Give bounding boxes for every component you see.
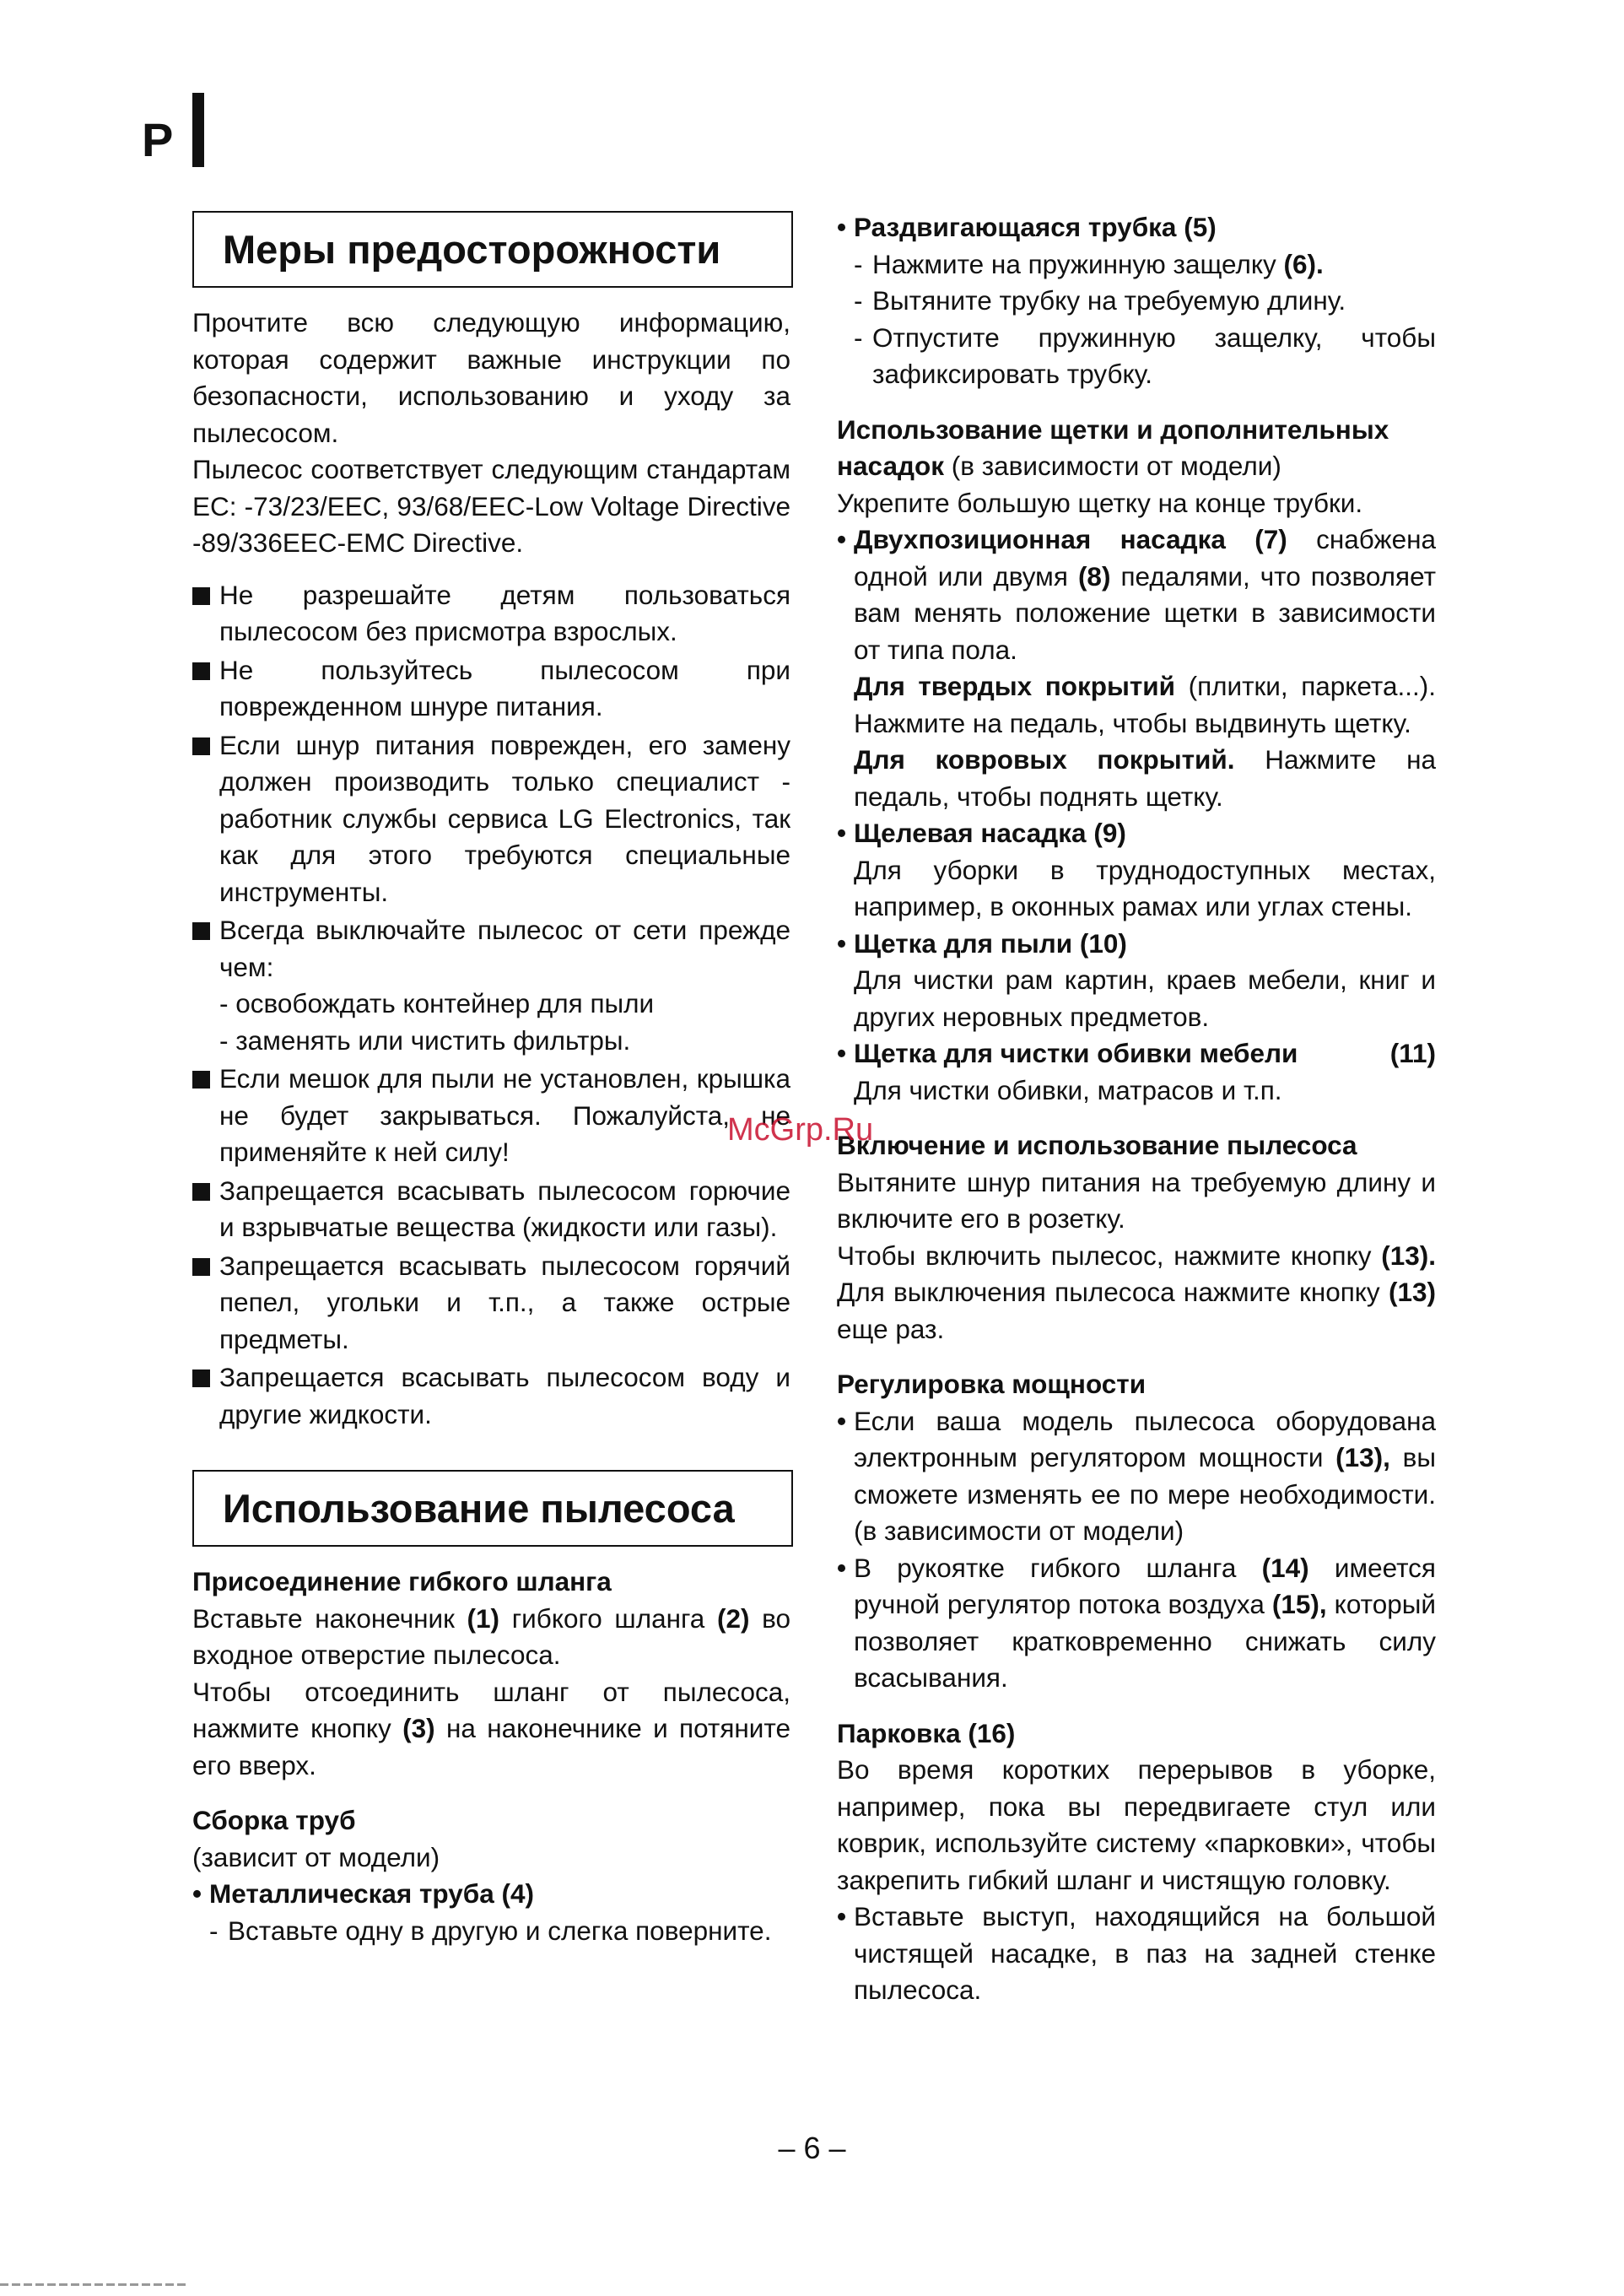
power-paragraph-2: Чтобы включить пылесос, нажмите кнопку (13). Для выключения пылесоса нажмите кнопку (13) еще раз. — [837, 1240, 1436, 1344]
page-marker-bar — [192, 93, 204, 167]
carpet-text: Для ковровых покрытий. Нажмите на педаль, чтобы поднять щетку. — [854, 744, 1436, 812]
bullet-parking: • Вставьте выступ, находящийся на большой чистящей насадке, в паз на задней стенке пылесоса. — [837, 1901, 1436, 2005]
brush-heading: Использование щетки и дополнительных насадок (в зависимости от модели) — [837, 413, 1389, 481]
square-bullet-icon — [192, 587, 210, 605]
power-paragraph-1: Вытяните шнур питания на требуемую длину и включите его в розетку. — [837, 1166, 1436, 1234]
square-bullet-icon — [192, 1183, 210, 1201]
bullet-regulation-1: • Если ваша модель пылесоса оборудована электронным регулятором мощности (13), вы сможете изменять ее по мере необходимости. (в зависимости от модели) — [837, 1405, 1436, 1546]
page-language-label: P — [142, 113, 174, 166]
standards-paragraph: Пылесос соответствует следующим стандартам ЕС: -73/23/EEC, 93/68/EEC-Low Voltage Directive -89/336EEC-EMC Directive. — [192, 454, 790, 558]
warning-item: Всегда выключайте пылесос от сети прежде чем: - освобождать контейнер для пыли - заменять или чистить фильтры. — [192, 912, 790, 1059]
square-bullet-icon — [192, 1071, 210, 1089]
telescope-step: - Отпустите пружинную защелку, чтобы зафиксировать трубку. — [854, 321, 1436, 389]
watermark: McGrp.Ru — [727, 1112, 874, 1148]
section-title-usage: Использование пылесоса — [192, 1470, 793, 1547]
power-heading: Включение и использование пылесоса — [837, 1130, 1357, 1160]
warning-subitem: - заменять или чистить фильтры. — [219, 1024, 631, 1056]
hard-floor-text: Для твердых покрытий (плитки, паркета...). Нажмите на педаль, чтобы выдвинуть щетку. — [854, 671, 1436, 738]
square-bullet-icon — [192, 737, 210, 755]
metal-tube-step: - Вставьте одну в другую и слегка поверните. — [209, 1915, 772, 1946]
warning-item: Не разрешайте детям пользоваться пылесосом без присмотра взрослых. — [192, 577, 790, 651]
intro-paragraph: Прочтите всю следующую информацию, которая содержит важные инструкции по безопасности, использованию и уходу за пылесосом. — [192, 307, 790, 448]
bullet-regulation-2: • В рукоятке гибкого шланга (14) имеется ручной регулятор потока воздуха (15), который позволяет кратковременно снижать силу всасывания. — [837, 1552, 1436, 1693]
dust-brush-text: Для чистки рам картин, краев мебели, книг и других неровных предметов. — [854, 964, 1436, 1032]
telescope-step: - Нажмите на пружинную защелку (6). — [854, 248, 1324, 279]
square-bullet-icon — [192, 922, 210, 940]
warning-item: Если шнур питания поврежден, его замену должен производить только специалист - работник службы сервиса LG Electronics, так как для этого требуются специальные инструменты. — [192, 727, 790, 911]
right-column — [837, 209, 1436, 2009]
square-bullet-icon — [192, 1369, 210, 1387]
parking-paragraph: Во время коротких перерывов в уборке, например, пока вы передвигаете стул или коврик, используйте систему «парковки», чтобы закрепить гибкий шланг и чистящую головку. — [837, 1754, 1436, 1895]
warning-item: Запрещается всасывать пылесосом воду и другие жидкости. — [192, 1359, 790, 1433]
scan-edge-artifact — [0, 2283, 186, 2286]
tubes-heading: Сборка труб — [192, 1805, 356, 1835]
left-column — [192, 209, 790, 1949]
telescope-step: - Вытяните трубку на требуемую длину. — [854, 285, 1346, 316]
bullet-telescopic-tube: • Раздвигающаяся трубка (5) — [837, 212, 1217, 242]
hose-paragraph-1: Вставьте наконечник (1) гибкого шланга (2) во входное отверстие пылесоса. — [192, 1602, 790, 1670]
warning-item: Запрещается всасывать пылесосом горючие и взрывчатые вещества (жидкости или газы). — [192, 1173, 790, 1246]
brush-intro: Укрепите большую щетку на конце трубки. — [837, 487, 1363, 518]
hose-heading: Присоединение гибкого шланга — [192, 1566, 612, 1596]
bullet-crevice-tool: • Щелевая насадка (9) — [837, 818, 1126, 848]
square-bullet-icon — [192, 662, 210, 680]
bullet-dust-brush: • Щетка для пыли (10) — [837, 927, 1127, 959]
page-number: – 6 – — [778, 2131, 846, 2165]
section-title-precautions: Меры предосторожности — [192, 211, 793, 288]
hose-paragraph-2: Чтобы отсоединить шланг от пылесоса, нажмите кнопку (3) на наконечнике и потяните его вверх. — [192, 1676, 790, 1780]
parking-heading: Парковка (16) — [837, 1717, 1016, 1748]
tubes-note: (зависит от модели) — [192, 1841, 440, 1872]
square-bullet-icon — [192, 1258, 210, 1276]
crevice-text: Для уборки в труднодоступных местах, например, в оконных рамах или углах стены. — [854, 854, 1436, 921]
bullet-metal-tube: • Металлическая труба (4) — [192, 1878, 535, 1909]
warning-item: Если мешок для пыли не установлен, крышка не будет закрываться. Пожалуйста, не применяйте к ней силу! — [192, 1061, 790, 1171]
warning-subitem: - освобождать контейнер для пыли — [219, 988, 655, 1018]
regulation-heading: Регулировка мощности — [837, 1369, 1147, 1399]
upholstery-text: Для чистки обивки, матрасов и т.п. — [854, 1074, 1282, 1105]
warning-item: Запрещается всасывать пылесосом горячий пепел, угольки и т.п., а также острые предметы. — [192, 1248, 790, 1359]
bullet-upholstery-brush: • Щетка для чистки обивки мебели (11) — [837, 1038, 1436, 1068]
warning-item: Не пользуйтесь пылесосом при поврежденном шнуре питания. — [192, 652, 790, 726]
bullet-dual-nozzle: • Двухпозиционная насадка (7) снабжена одной или двумя (8) педалями, что позволяет вам менять положение щетки в зависимости от типа пола. — [837, 524, 1436, 665]
